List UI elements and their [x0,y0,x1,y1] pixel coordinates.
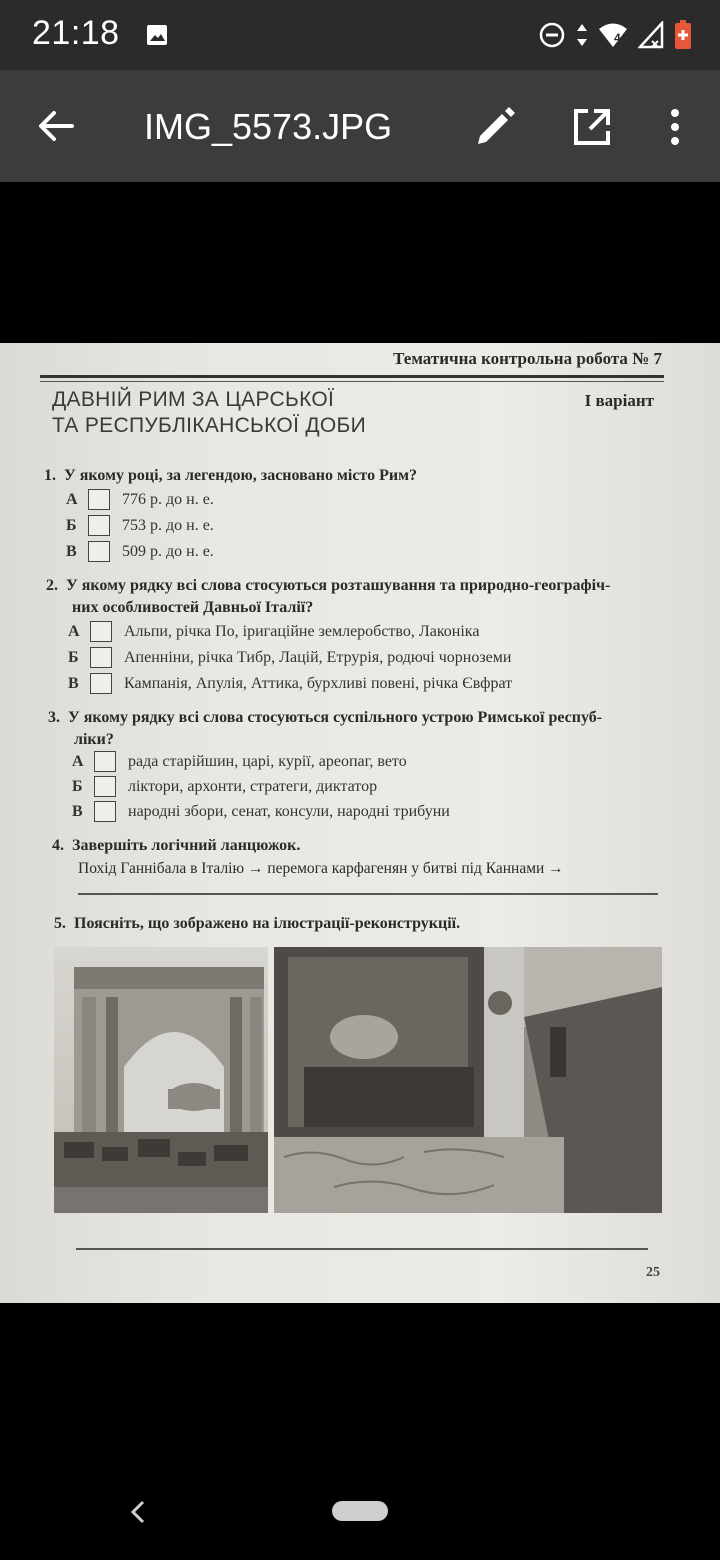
question-text: Поясніть, що зображено на ілюстрації-реконструкції. [74,915,461,932]
topic-line-2: ТА РЕСПУБЛІКАНСЬКОЇ ДОБИ [52,414,366,437]
option-letter: В [66,542,77,560]
work-header: Тематична контрольна робота № 7 [393,349,662,368]
option-2b [68,647,511,668]
option-text: 776 р. до н. е. [122,490,214,508]
question-4 [52,835,300,857]
question-number: 2. [46,577,58,594]
option-letter: Б [72,777,83,795]
option-text: Кампанія, Апулія, Аттика, бурхливі повені, річка Євфрат [124,674,513,692]
more-vert-icon[interactable] [663,107,687,147]
option-1b [66,515,214,536]
data-arrows-icon [576,21,588,49]
question-number: 4. [52,837,64,854]
status-time: 21:18 [32,14,120,52]
option-letter: В [68,674,79,692]
page-number: 25 [646,1265,660,1280]
question-text: У якому рядку всі слова стосуються суспільного устрою Римської респуб- [68,709,603,726]
signal-icon [638,21,664,49]
answer-line [78,893,658,895]
nav-back-icon[interactable] [128,1500,148,1524]
option-letter: А [72,752,84,770]
answer-checkbox[interactable] [90,673,112,694]
answer-checkbox[interactable] [94,751,116,772]
open-external-icon[interactable] [572,107,612,147]
answer-checkbox[interactable] [88,489,110,510]
option-letter: Б [68,648,79,666]
question-5 [54,913,460,935]
option-1c [66,541,214,562]
topic-title [52,387,366,439]
question-3 [48,707,678,751]
network-label: 4 [614,31,621,45]
header-rule [40,375,664,378]
pencil-icon[interactable] [474,106,516,148]
question-text-cont: ліки? [74,731,114,748]
option-text: 509 р. до н. е. [122,542,214,560]
option-3a [72,751,407,772]
question-text: Завершіть логічний ланцюжок. [72,837,301,854]
do-not-disturb-icon [538,21,566,49]
file-title: IMG_5573.JPG [144,106,393,147]
question-1 [44,465,417,487]
battery-icon [674,20,692,50]
street-illustration [274,947,662,1213]
option-text: рада старійшин, царі, курії, ареопаг, вето [128,752,407,770]
question-text: У якому рядку всі слова стосуються розташування та природно-географіч- [66,577,611,594]
option-text: Апенніни, річка Тибр, Лацій, Етрурія, родючі чорноземи [124,648,512,666]
question-2 [46,575,676,619]
question-text: У якому році, за легендою, засновано місто Рим? [64,467,417,484]
status-bar [0,0,720,70]
question-number: 5. [54,915,66,932]
arrow-left-icon[interactable] [36,106,76,146]
arch-illustration [54,947,268,1213]
answer-checkbox[interactable] [90,621,112,642]
answer-line [76,1248,648,1250]
navigation-bar [0,1470,720,1560]
wifi-icon [598,21,628,49]
topic-line-1: ДАВНІЙ РИМ ЗА ЦАРСЬКОЇ [52,388,335,411]
option-text: 753 р. до н. е. [122,516,214,534]
question-number: 1. [44,467,56,484]
option-2a [68,621,479,642]
variant-label: І варіант [584,391,654,410]
answer-checkbox[interactable] [90,647,112,668]
answer-checkbox[interactable] [88,515,110,536]
option-3c [72,801,450,822]
app-bar [0,70,720,182]
header-rule-thin [40,381,664,382]
logic-chain: Похід Ганнібала в Італію → перемога карфагенян у битві під Каннами → [78,860,564,877]
option-text: ліктори, архонти, стратеги, диктатор [128,777,378,795]
home-pill-icon[interactable] [332,1501,388,1521]
option-letter: В [72,802,83,820]
option-text: народні збори, сенат, консули, народні трибуни [128,802,450,820]
answer-checkbox[interactable] [94,776,116,797]
option-text: Альпи, річка По, іригаційне землеробство, Лаконіка [124,622,480,640]
answer-checkbox[interactable] [94,801,116,822]
photo-viewer-image[interactable] [0,343,720,1303]
option-1a [66,489,214,510]
question-number: 3. [48,709,60,726]
option-letter: А [66,490,78,508]
question-text-cont: них особливостей Давньої Італії? [72,599,314,616]
option-2c [68,673,512,694]
answer-checkbox[interactable] [88,541,110,562]
image-icon [145,23,169,47]
option-letter: Б [66,516,77,534]
option-3b [72,776,377,797]
status-icons [538,20,692,50]
option-letter: А [68,622,80,640]
